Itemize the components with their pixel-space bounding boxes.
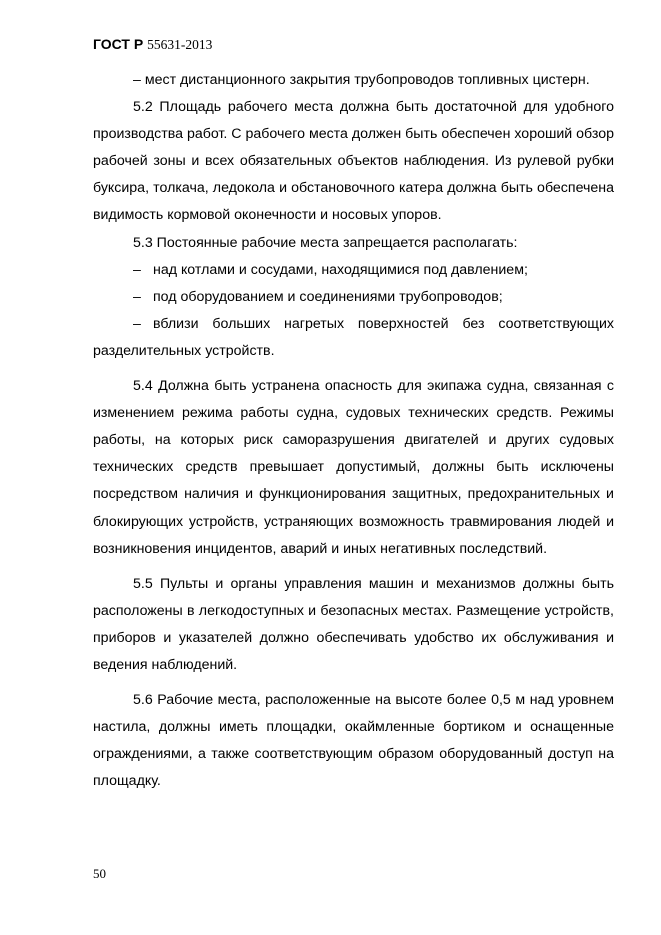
- list-item-text: над котлами и сосудами, находящимися под давлением;: [153, 261, 528, 278]
- paragraph-5-5: 5.5 Пульты и органы управления машин и механизмов должны быть расположены в легкодоступных и безопасных местах. Размещение устройств, приборов и указателей должно обеспечивать удобство их обслуживания и ведения наблюдений.: [93, 575, 614, 673]
- standard-number: 55631-2013: [147, 37, 213, 52]
- paragraph-list-continuation: – мест дистанционного закрытия трубопроводов топливных цистерн.: [133, 72, 590, 88]
- paragraph-5-6: 5.6 Рабочие места, расположенные на высоте более 0,5 м над уровнем настила, должны иметь площадки, окаймленные бортиком и оснащенные ограждениями, а также соответствующим образом оборудованный доступ на площадку.: [93, 692, 614, 790]
- list-item: [93, 284, 614, 311]
- list-dash: –: [133, 288, 141, 305]
- standard-prefix: ГОСТ Р: [93, 36, 144, 52]
- paragraph-5-3: 5.3 Постоянные рабочие места запрещается располагать:: [133, 234, 518, 251]
- document-body: [93, 67, 614, 795]
- list-dash: –: [133, 315, 141, 332]
- paragraph-5-4: 5.4 Должна быть устранена опасность для экипажа судна, связанная с изменением режима работы судна, судовых технических средств. Режимы работы, на которых риск саморазрушения двигателей и других судовых технических средств превышает допустимый, должны быть исключены посредством наличия и функционирования защитных, предохранительных и блокирующих устройств, устраняющих возможность травмирования людей и возникновения инцидентов, аварий и иных негативных последствий.: [93, 378, 614, 557]
- list-item: [93, 311, 614, 338]
- list-item-text: под оборудованием и соединениями трубопроводов;: [153, 288, 503, 305]
- list-item: [93, 257, 614, 284]
- document-header: [93, 36, 212, 53]
- paragraph-5-2: 5.2 Площадь рабочего места должна быть достаточной для удобного производства работ. С рабочего места должен быть обеспечен хороший обзор рабочей зоны и всех обязательных объектов наблюдения. Из рулевой рубки буксира, толкача, ледокола и обстановочного катера должна быть обеспечена видимость кормовой оконечности и носовых упоров.: [93, 99, 614, 224]
- list-item-continuation: разделительных устройств.: [93, 342, 275, 359]
- list-dash: –: [133, 261, 141, 278]
- page-number: 50: [93, 866, 106, 881]
- list-item-text: вблизи больших нагретых поверхностей без соответствующих: [153, 315, 614, 332]
